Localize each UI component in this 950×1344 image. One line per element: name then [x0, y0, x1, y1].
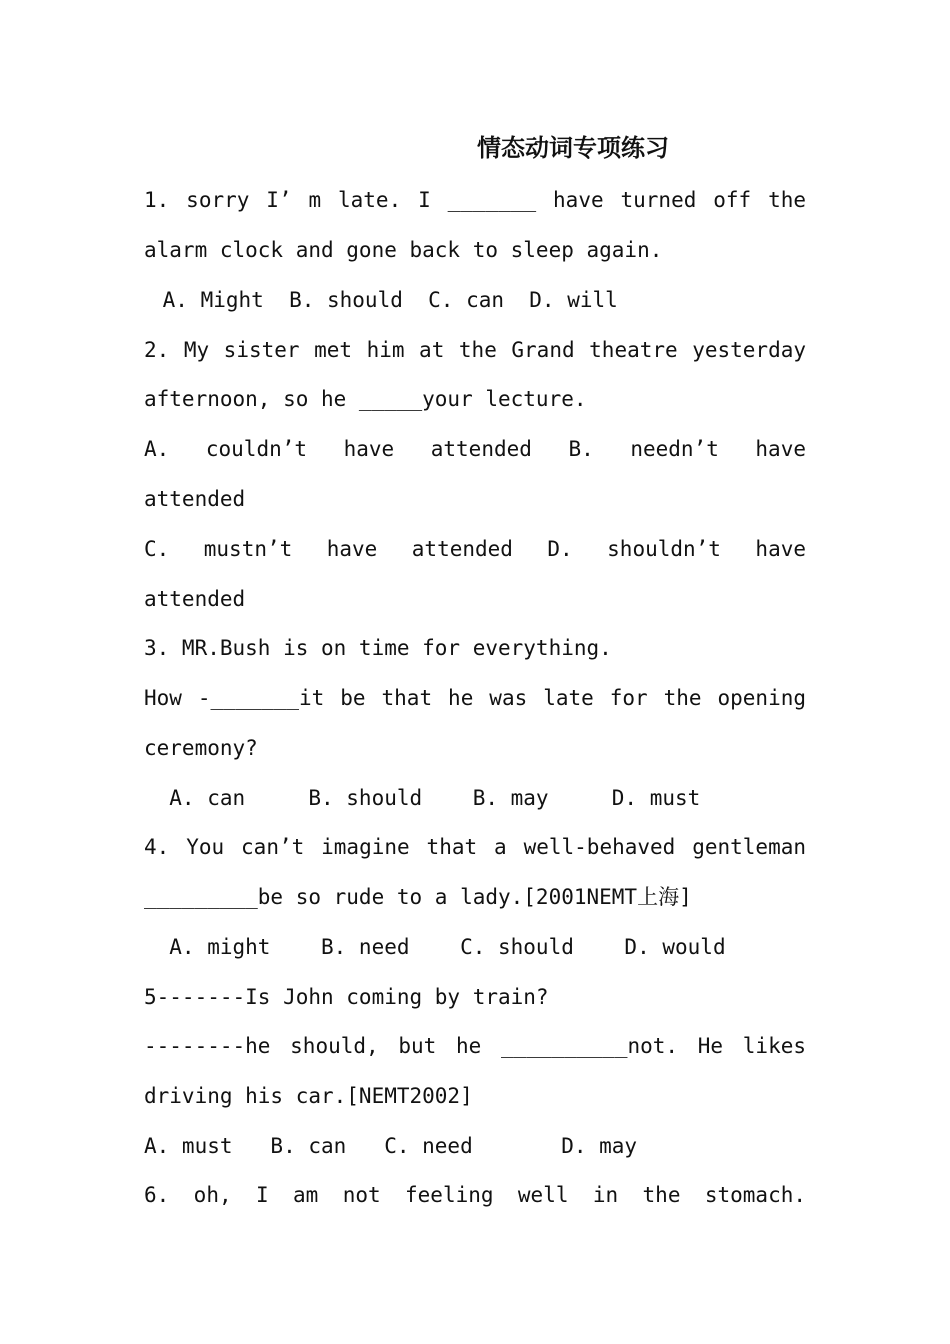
question-5-line-1: 5-------Is John coming by train?: [144, 985, 549, 1009]
question-4-options: A. might B. need C. should D. would: [144, 935, 726, 959]
question-3-line-1: 3. MR.Bush is on time for everything.: [144, 636, 612, 660]
question-2-line-1: 2. My sister met him at the Grand theatre yesterday: [144, 338, 806, 362]
question-4-line-2: _________be so rude to a lady.[2001NEMT上海]: [144, 885, 692, 909]
question-2-line-2: afternoon, so he _____your lecture.: [144, 387, 587, 411]
question-3-options: A. can B. should B. may D. must: [144, 786, 701, 810]
question-2-options-ab: A. couldn’t have attended B. needn’t have: [144, 437, 806, 461]
question-3-line-3: ceremony?: [144, 736, 258, 760]
page-title: 情态动词专项练习: [477, 133, 669, 162]
question-2-options-cd: C. mustn’t have attended D. shouldn’t have: [144, 537, 806, 561]
question-6-line-1: 6. oh, I am not feeling well in the stomach.: [144, 1183, 806, 1207]
question-2-options-ab-cont: attended: [144, 487, 246, 511]
question-5-line-3: driving his car.[NEMT2002]: [144, 1084, 473, 1108]
question-1-options: A. Might B. should C. can D. will: [150, 288, 618, 312]
question-2-options-cd-cont: attended: [144, 587, 246, 611]
question-4-line-1: 4. You can’t imagine that a well-behaved gentleman: [144, 835, 806, 859]
question-1-line-1: 1. sorry I’ m late. I _______ have turned off the: [144, 188, 806, 212]
question-5-line-2: --------he should, but he __________not. He likes: [144, 1034, 806, 1058]
question-1-line-2: alarm clock and gone back to sleep again.: [144, 238, 663, 262]
question-3-line-2: How -_______it be that he was late for the opening: [144, 686, 806, 710]
question-5-options: A. must B. can C. need D. may: [144, 1134, 638, 1158]
